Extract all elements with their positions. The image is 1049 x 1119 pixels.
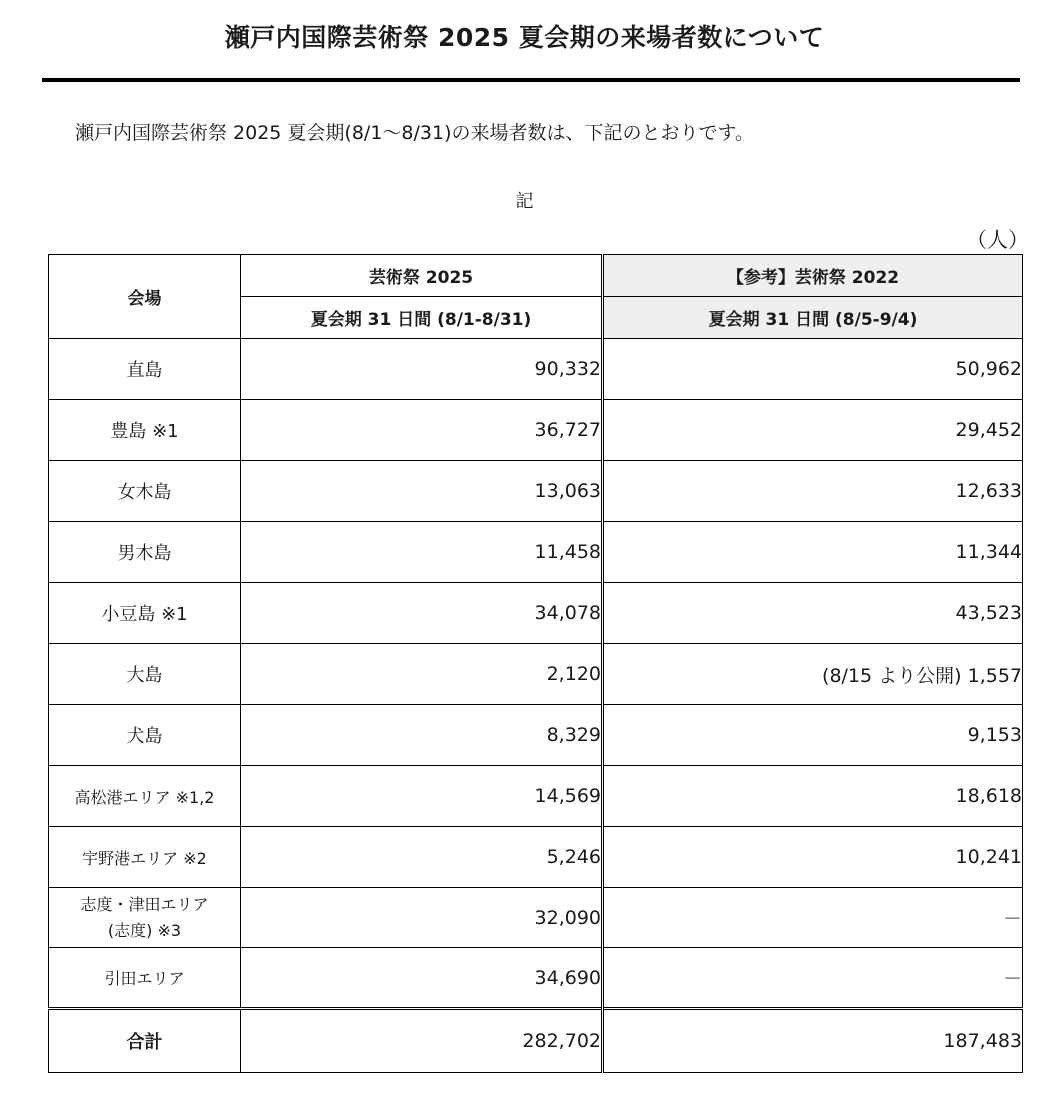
value-2025-cell: 2,120	[241, 644, 603, 705]
venue-cell	[49, 888, 241, 948]
subheader-2022: 夏会期 31 日間 (8/5-9/4)	[603, 297, 1023, 339]
value-2022-cell: 11,344	[603, 522, 1023, 583]
venue-cell: 犬島	[49, 705, 241, 766]
table-row	[49, 461, 1023, 522]
table-row	[49, 705, 1023, 766]
venue-cell: 豊島 ※1	[49, 400, 241, 461]
venue-cell: 引田エリア	[49, 948, 241, 1009]
venue-line-2: (志度) ※3	[107, 920, 182, 940]
unit-label: （人）	[966, 228, 1029, 252]
table-total-row	[49, 1009, 1023, 1073]
venue-cell: 直島	[49, 339, 241, 400]
value-2025-cell: 32,090	[241, 888, 603, 948]
header-venue: 会場	[49, 255, 241, 339]
venue-cell: 男木島	[49, 522, 241, 583]
ki-label: 記	[515, 191, 534, 212]
value-2025-cell: 34,690	[241, 948, 603, 1009]
value-2022-cell: －	[603, 888, 1023, 948]
value-2022-cell: －	[603, 948, 1023, 1009]
header-2025: 芸術祭 2025	[241, 255, 603, 297]
table-row	[49, 827, 1023, 888]
table-row	[49, 339, 1023, 400]
value-2025-cell: 34,078	[241, 583, 603, 644]
value-2022-cell: 12,633	[603, 461, 1023, 522]
value-2022-cell: 9,153	[603, 705, 1023, 766]
table-row	[49, 888, 1023, 948]
table-row	[49, 644, 1023, 705]
value-2025-cell: 8,329	[241, 705, 603, 766]
header-2022: 【参考】芸術祭 2022	[603, 255, 1023, 297]
value-2022-cell: 10,241	[603, 827, 1023, 888]
value-2025-cell: 11,458	[241, 522, 603, 583]
total-label: 合計	[49, 1009, 241, 1073]
venue-cell: 小豆島 ※1	[49, 583, 241, 644]
value-2022-cell: 29,452	[603, 400, 1023, 461]
total-2022-cell: 187,483	[603, 1009, 1023, 1073]
value-2022-cell: (8/15 より公開) 1,557	[603, 644, 1023, 705]
visitor-table	[48, 254, 1023, 1073]
venue-cell: 大島	[49, 644, 241, 705]
value-2025-cell: 5,246	[241, 827, 603, 888]
venue-cell: 高松港エリア ※1,2	[49, 766, 241, 827]
title-underline	[42, 78, 1020, 82]
venue-line-1: 志度・津田エリア	[80, 894, 209, 914]
table-row	[49, 766, 1023, 827]
value-2025-cell: 14,569	[241, 766, 603, 827]
total-2025-cell: 282,702	[241, 1009, 603, 1073]
value-2022-cell: 50,962	[603, 339, 1023, 400]
intro-text: 瀬戸内国際芸術祭 2025 夏会期(8/1～8/31)の来場者数は、下記のとおりです。	[75, 122, 754, 144]
table-header-row	[49, 255, 1023, 297]
value-2025-cell: 36,727	[241, 400, 603, 461]
value-2025-cell: 13,063	[241, 461, 603, 522]
value-2022-cell: 18,618	[603, 766, 1023, 827]
value-2025-cell: 90,332	[241, 339, 603, 400]
table-row	[49, 948, 1023, 1009]
venue-cell: 女木島	[49, 461, 241, 522]
venue-cell: 宇野港エリア ※2	[49, 827, 241, 888]
subheader-2025: 夏会期 31 日間 (8/1-8/31)	[241, 297, 603, 339]
value-2022-cell: 43,523	[603, 583, 1023, 644]
table-row	[49, 522, 1023, 583]
table-row	[49, 400, 1023, 461]
page-title: 瀬戸内国際芸術祭 2025 夏会期の来場者数について	[224, 23, 825, 52]
table-row	[49, 583, 1023, 644]
